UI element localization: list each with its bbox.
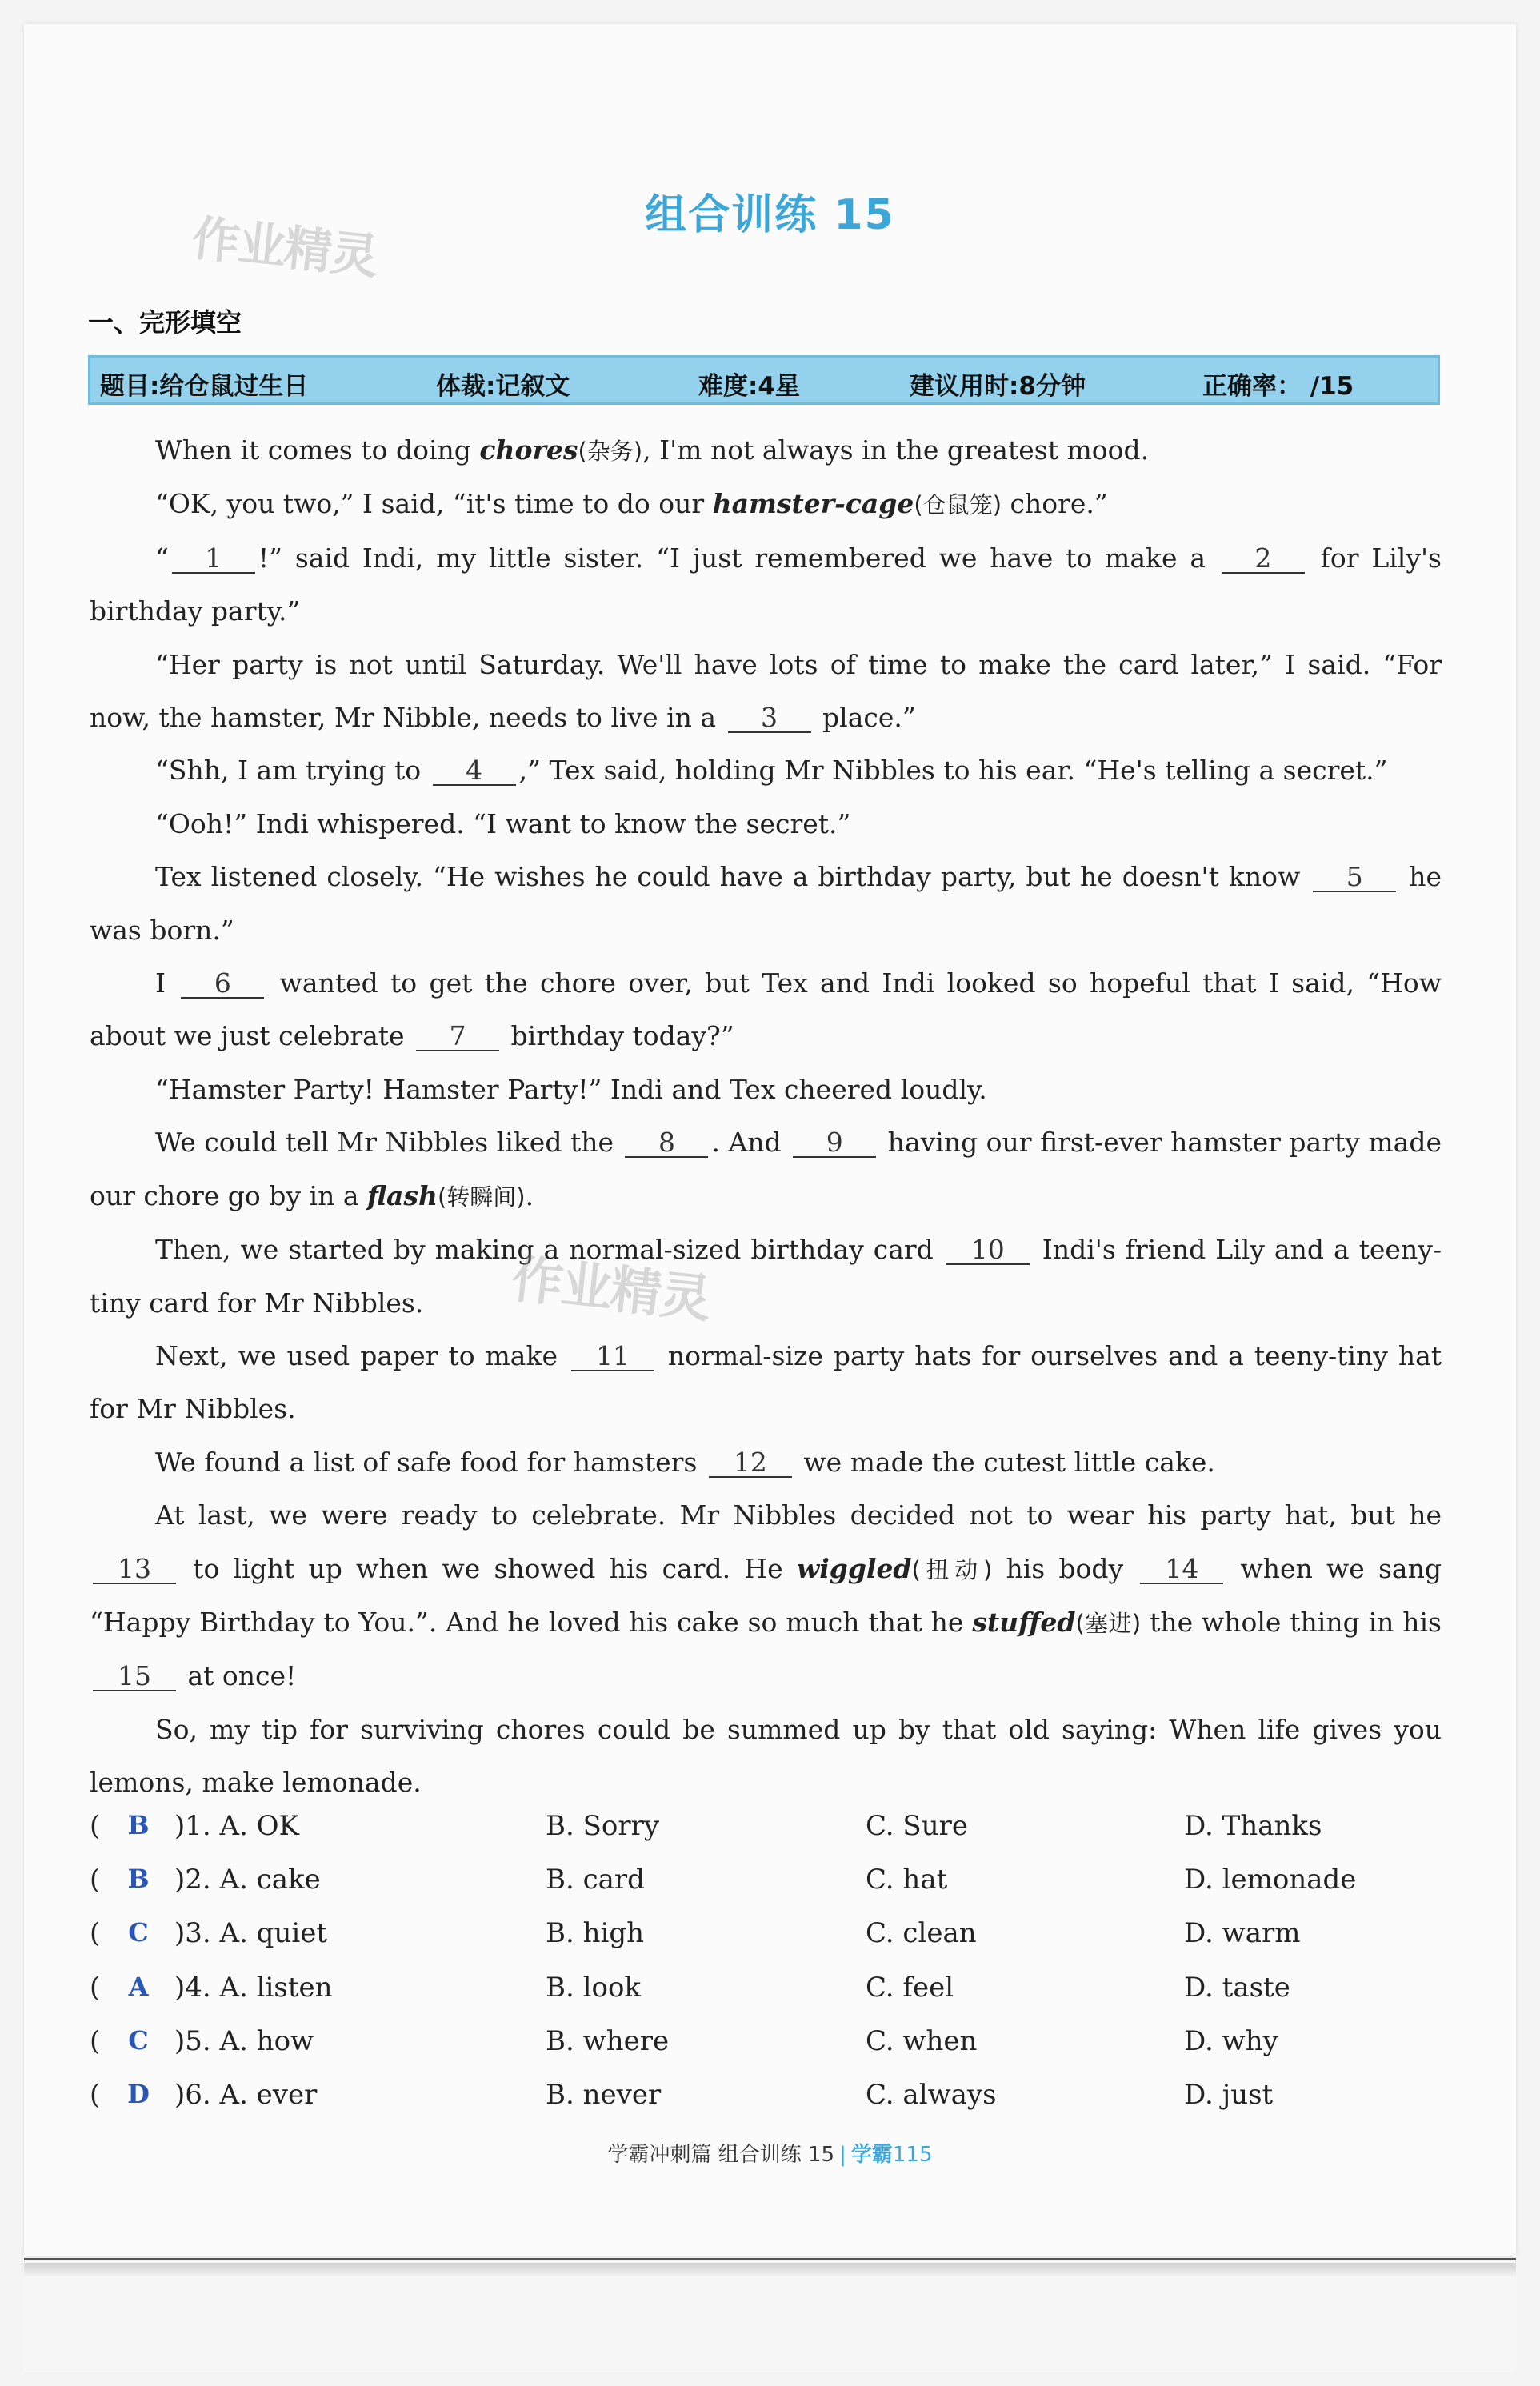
paragraph: So, my tip for surviving chores could be summed up by that old saying: When life gives you lemons, make lemonade. [90,1713,1442,1799]
blank-11[interactable]: 11 [571,1343,654,1371]
answer-mark: C [128,2024,149,2056]
paragraph: At last, we were ready to celebrate. Mr Nibbles decided not to wear his party hat, but he 13 to light up when we showed his card. He wiggled(扭动) his body 14 when we sang “Happy Birthday to You.”. And he loved his cake so much that he stuffed(塞进) the whole thing in his 15 at once! [90,1499,1442,1692]
option-b[interactable]: B. where [546,2024,670,2057]
paragraph: “Hamster Party! Hamster Party!” Indi and Tex cheered loudly. [155,1073,987,1105]
info-difficulty: 难度:4星 [698,372,800,401]
blank-14[interactable]: 14 [1140,1555,1223,1584]
watermark: 作业精灵 [509,1250,713,1330]
page-number: 115 [892,2143,933,2167]
page-sheet [24,24,1516,2256]
blank-8[interactable]: 8 [625,1129,708,1158]
blank-12[interactable]: 12 [709,1449,792,1478]
blank-9[interactable]: 9 [793,1129,876,1158]
paragraph: Then, we started by making a normal-sized birthday card 10 Indi's friend Lily and a teeny-tiny card for Mr Nibbles. [90,1234,1442,1319]
paragraph: “OK, you two,” I said, “it's time to do our hamster-cage(仓鼠笼) chore.” [155,488,1108,520]
paragraph: When it comes to doing chores(杂务), I'm not always in the greatest mood. [155,434,1150,466]
option-c[interactable]: C. always [866,2078,997,2111]
paragraph: “Ooh!” Indi whispered. “I want to know the secret.” [155,807,851,839]
question-row: ( C )5. A. how B. where C. when D. why [90,2024,1278,2057]
paragraph: “Shh, I am trying to 4 ,” Tex said, holding Mr Nibbles to his ear. “He's telling a secret.” [155,755,1388,787]
option-b[interactable]: B. look [546,1971,642,2004]
scan-edge [24,2258,1516,2372]
blank-10[interactable]: 10 [946,1236,1030,1265]
page-footer [24,2138,1516,2168]
paragraph: Next, we used paper to make 11 normal-size party hats for ourselves and a teeny-tiny hat for Mr Nibbles. [90,1339,1442,1425]
paragraph: We found a list of safe food for hamsters 12 we made the cutest little cake. [155,1446,1215,1478]
question-row: ( C )3. A. quiet B. high C. clean D. warm [90,1917,1301,1950]
info-topic: 题目:给仓鼠过生日 [100,372,309,401]
blank-6[interactable]: 6 [181,970,264,999]
option-d[interactable]: D. taste [1184,1971,1290,2004]
answer-mark: D [127,2078,150,2109]
keyword: flash [366,1179,438,1211]
info-accuracy: 正确率： /15 [1202,372,1354,401]
gloss: (杂务) [578,438,643,465]
question-row: ( A )4. A. listen B. look C. feel D. taste [90,1971,1290,2004]
paragraph: We could tell Mr Nibbles liked the 8 . And 9 having our first-ever hamster party made our chore go by in a flash(转瞬间). [90,1127,1442,1211]
blank-1[interactable]: 1 [172,545,255,574]
option-c[interactable]: C. clean [866,1917,977,1950]
option-b[interactable]: B. high [546,1917,645,1950]
section-heading: 一、完形填空 [88,307,242,338]
gloss: (塞进) [1075,1609,1142,1637]
keyword: chores [479,434,578,466]
answer-mark: A [128,1971,149,2002]
option-c[interactable]: C. Sure [866,1810,968,1842]
option-c[interactable]: C. hat [866,1864,948,1896]
gloss: (仓鼠笼) [914,491,1002,519]
option-c[interactable]: C. feel [866,1971,954,2004]
question-row: ( D )6. A. ever B. never C. always D. just [90,2078,1274,2111]
info-genre: 体裁:记叙文 [436,372,570,401]
keyword: stuffed [972,1606,1076,1638]
option-b[interactable]: B. never [546,2078,662,2111]
option-d[interactable]: D. why [1184,2024,1278,2057]
answer-mark: B [127,1864,150,1895]
cloze-passage [90,424,1442,1810]
footer-separator: | [839,2143,846,2167]
blank-7[interactable]: 7 [416,1023,499,1051]
keyword: hamster-cage [712,488,914,520]
question-row: ( B )1. A. OK B. Sorry C. Sure D. Thanks [90,1810,1322,1842]
watermark: 作业精灵 [189,210,380,286]
blank-2[interactable]: 2 [1222,545,1305,574]
blank-13[interactable]: 13 [93,1555,176,1584]
gloss: (扭动) [911,1555,993,1583]
keyword: wiggled [796,1552,912,1584]
gloss: (转瞬间) [437,1183,526,1211]
info-bar [88,355,1440,405]
footer-brand: 学霸 [850,2143,893,2167]
option-c[interactable]: C. when [866,2024,978,2057]
footer-section: 学霸冲刺篇 组合训练 15 [607,2143,835,2167]
option-b[interactable]: B. card [546,1864,645,1896]
blank-5[interactable]: 5 [1313,863,1396,892]
info-time: 建议用时:8分钟 [910,372,1086,401]
option-d[interactable]: D. lemonade [1184,1864,1357,1896]
answer-mark: B [127,1810,150,1840]
blank-3[interactable]: 3 [728,704,811,733]
paragraph: Tex listened closely. “He wishes he could have a birthday party, but he doesn't know 5 he was born.” [90,861,1442,946]
option-d[interactable]: D. just [1184,2078,1274,2111]
question-row: ( B )2. A. cake B. card C. hat D. lemonade [90,1864,1357,1896]
question-list [90,1807,1450,2129]
option-d[interactable]: D. warm [1184,1917,1301,1950]
option-b[interactable]: B. Sorry [546,1810,660,1842]
paragraph: “Her party is not until Saturday. We'll have lots of time to make the card later,” I said. “For now, the hamster, Mr Nibble, needs to live in a 3 place.” [90,648,1442,734]
blank-15[interactable]: 15 [93,1663,176,1691]
blank-4[interactable]: 4 [433,757,516,786]
option-d[interactable]: D. Thanks [1184,1810,1322,1842]
paragraph: I 6 wanted to get the chore over, but Tex and Indi looked so hopeful that I said, “How about we just celebrate 7 birthday today?” [90,967,1442,1052]
answer-mark: C [128,1917,149,1948]
paragraph: “ 1 !” said Indi, my little sister. “I just remembered we have to make a 2 for Lily's birthday party.” [90,542,1442,627]
page-title: 组合训练 15 [645,191,895,239]
